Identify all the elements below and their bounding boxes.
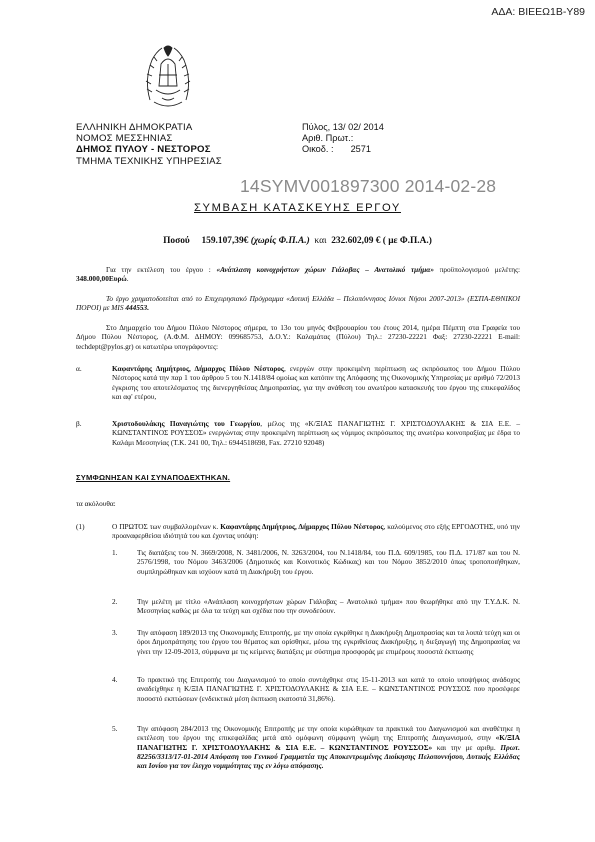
greek-state-emblem-icon — [140, 40, 196, 112]
item-1-text: Τις διατάξεις του Ν. 3669/2008, Ν. 3481/2006, Ν. 3263/2004, του Ν.1418/84, του Π.Δ. 609/1985, του Π.Δ. 171/87 και του Ν. 2576/1998, του Νόμου 3463/2006 (Δημοτικός και Κοινοτικός Κώδικας) και του Νόμου 3852/2010 όπως τροποποιήθηκαν, συμπληρώθηκαν και ισχύουν κατά τη Διακήρυξη του έργου. — [137, 548, 520, 576]
party-a-text: , ενεργών στην προκειμένη περίπτωση ως εκπρόσωπος του Δήμου Πύλου Νέστορος κατά την παρ 1 του άρθρου 5 του Ν.1418/84 ομοίως και κατόπιν της Απόφασης της Οικονομικής Υπηρεσίας με αριθμό 72/2013 έγκρισης του αποτελέσματος της διενεργηθείσας Δημοπρασίας, για την ανάθεση του ανωτέρου κατασκευής του έργου της επικεφαλίδος και αφ' ετέρου, — [112, 364, 520, 401]
funding-text: Το έργο χρηματοδοτείται από το Επιχειρησιακό Πρόγραμμα «Δυτική Ελλάδα – Πελοπόννησος Ιόνιοι Νήσοι 2007-2013» (ΕΣΠΑ-ΕΘΝΙΚΟΙ ΠΟΡΟΙ) με MIS — [76, 294, 520, 313]
funding-note — [76, 294, 520, 313]
item-3-text: Την απόφαση 189/2013 της Οικονομικής Επιτροπής, με την οποία εγκρίθηκε η Διακήρυξη Δημοπρασίας και τα λοιπά τεύχη και οι όροι Δημοπράτησης του έργου του θέματος και ορίσθηκε, μέσω της εγκριθείσας Διακήρυξης, η διεξαγωγή της Δημοπρασίας να γίνει την 12-09-2013, σύμφωνα με τις κείμενες διατάξεις με σύστημα προσφοράς με επιμέρους ποσοστά έκπτωσης — [137, 628, 520, 656]
protocol-number — [302, 133, 384, 144]
budget-label: προϋπολογισμού μελέτης: — [439, 265, 521, 274]
issuer-country: ΕΛΛΗΝΙΚΗ ΔΗΜΟΚΡΑΤΙΑ — [76, 122, 193, 133]
issuer-department: ΤΜΗΜΑ ΤΕΧΝΙΚΗΣ ΥΠΗΡΕΣΙΑΣ — [76, 155, 222, 167]
item-2-num: 2. — [112, 597, 118, 606]
item-4-text: Το πρακτικό της Επιτροπής του Διαγωνισμού το οποίο συντάχθηκε στις 15-11-2013 και κατά το οποίο υποψήφιος ανάδοχος αναδείχθηκε η Κ/ΞΙΑ ΠΑΝΑΓΙΩΤΗΣ Γ. ΧΡΙΣΤΟΔΟΥΛΑΚΗΣ & ΣΙΑ Ε.Ε. – ΚΩΝΣΤΑΝΤΙΝΟΣ ΡΟΥΣΣΟΣ που προσέφερε ποσοστό εκπτώσεων (ενδεικτικά μέση έκπτωση εκατοστά 31,86%). — [137, 675, 520, 703]
budget-value: 348.000,00Ευρώ — [76, 274, 127, 284]
clause-1-mark: (1) — [76, 522, 85, 531]
item-5-decision: Πρωτ. 82256/3313/17-01-2014 Απόφαση του Γενικού Γραμματέα της Αποκεντρωμένης Διοίκησης Πελοποννήσου, Δυτικής Ελλάδας και Ιονίου για τον έλεγχο νομιμότητας της εν λόγω απόφασης. — [137, 742, 520, 771]
project-intro-pre: Για την εκτέλεση του έργου : — [106, 265, 211, 274]
agreement-heading: ΣΥΜΦΩΝΗΣΑΝ ΚΑΙ ΣΥΝΑΠΟΔΕΧΤΗΚΑΝ. — [76, 473, 231, 482]
party-b — [112, 419, 520, 447]
budget-end: . — [126, 274, 129, 284]
oikod-value: 2571 — [350, 144, 372, 155]
party-b-mark: β. — [76, 419, 82, 428]
item-5-contractor: «Κ/ΞΙΑ ΠΑΝΑΓΙΩΤΗΣ Γ. ΧΡΙΣΤΟΔΟΥΛΑΚΗΣ & ΣΙΑ Ε.Ε. – ΚΩΝΣΤΑΝΤΙΝΟΣ ΡΟΥΣΣΟΣ» — [137, 733, 520, 752]
document-reference-block — [302, 122, 384, 156]
oikod-label: Οικοδ. : — [302, 144, 334, 155]
amount-label: Ποσού — [163, 236, 190, 246]
item-1-num: 1. — [112, 548, 118, 557]
amount-gross: 232.602,09 € — [331, 236, 381, 246]
protocol-label: Αριθ. Πρωτ.: — [302, 133, 354, 144]
amount-and: και — [314, 236, 327, 246]
issuer-municipality: ΔΗΜΟΣ ΠΥΛΟΥ - ΝΕΣΤΟΡΟΣ — [76, 144, 211, 156]
issuer-block — [76, 122, 222, 167]
place-date: Πύλος, 13/ 02/ 2014 — [302, 122, 384, 132]
project-intro — [76, 265, 520, 284]
item-5-pre: Την απόφαση 284/2013 της Οικονομικής Επιτροπής με την οποία κυρώθηκαν τα πρακτικά του Διαγωνισμού και αναθέτηκε η εκτέλεση του έργου της επικεφαλίδας μετά από ομόφωνη σύμφωνη γνώμη της Επιτροπής Διαγωνισμού, στην — [137, 724, 520, 743]
party-a — [112, 364, 520, 401]
diavgeia-stamp: 14SYMV001897300 2014-02-28 — [240, 176, 497, 196]
item-3-num: 3. — [112, 628, 118, 637]
document-title: ΣΥΜΒΑΣΗ ΚΑΤΑΣΚΕΥΗΣ ΕΡΓΟΥ — [194, 202, 401, 214]
parties-intro: Στο Δημαρχείο του Δήμου Πύλου Νέστορος σήμερα, το 13ο του μηνός Φεβρουαρίου του έτους 2014, ημέρα Πέμπτη στα Γραφεία του Δήμου Πύλου Νέστορος, (Α.Φ.Μ. ΔΗΜΟΥ: 099685753, Δ.Ο.Υ.: Καλαμάτας (Πύλου) Τηλ.: 27230-22221 Φαξ: 27230-22221 E-mail: techdept@pylos.gr) οι κατωτέρω υπογράφοντες: — [76, 323, 520, 351]
party-a-mark: α. — [76, 364, 82, 373]
project-title: «Ανάπλαση κοινοχρήστων χώρων Γιάλοβας – Ανατολικό τμήμα» — [216, 265, 434, 274]
clause-1 — [112, 522, 520, 541]
amount-gross-note: ( με Φ.Π.Α.) — [382, 236, 432, 246]
ada-code: ΑΔΑ: ΒΙΕΕΩ1Β-Υ89 — [491, 6, 585, 18]
issuer-prefecture: ΝΟΜΟΣ ΜΕΣΣΗΝΙΑΣ — [76, 133, 173, 145]
item-4-num: 4. — [112, 675, 118, 684]
amount-net-note: (χωρίς Φ.Π.Α.) — [250, 236, 310, 246]
item-5-mid: και την με αριθμ. — [436, 742, 496, 752]
amount-net: 159.107,39€ — [201, 236, 249, 246]
oikod-number — [302, 144, 384, 155]
item-2-text: Την μελέτη με τίτλο «Ανάπλαση κοινοχρήστων χώρων Γιάλοβας – Ανατολικό τμήμα» που θεωρήθηκε από την Τ.Υ.Δ.Κ. Ν. Μεσσηνίας καθώς με όλα τα τεύχη και σχέδια που την συνοδεύουν. — [137, 597, 520, 616]
contract-amount — [0, 236, 595, 246]
clause-1-post: , καλούμενος στο εξής ΕΡΓΟΔΟΤΗΣ, υπό την προαναφερθείσα ιδιότητά του και έχοντας υπόψη: — [112, 522, 520, 541]
party-b-name: Χριστοδουλάκης Παναγιώτης του Γεωργίου — [112, 419, 261, 428]
clause-1-pre: Ο ΠΡΩΤΟΣ των συμβαλλομένων κ. — [112, 522, 219, 531]
item-5-num: 5. — [112, 724, 118, 733]
as-follows: τα ακόλουθα: — [76, 499, 116, 508]
party-b-text: , μέλος της «Κ/ΞΙΑΣ ΠΑΝΑΓΙΩΤΗΣ Γ. ΧΡΙΣΤΟΔΟΥΛΑΚΗΣ & ΣΙΑ Ε.Ε. – ΚΩΝΣΤΑΝΤΙΝΟΣ ΡΟΥΣΣΟΣ» ενεργώντας στην προκειμένη περίπτωση ως νόμιμος εκπρόσωπος της ανωτέρω κοινοπραξίας με έδρα το Καλάμι Μεσσηνίας (Τ.Κ. 241 00, Τηλ.: 6944518698, Fax. 27210 92048) — [112, 419, 520, 447]
party-a-name: Καφαντάρης Δημήτριος, Δήμαρχος Πύλου Νέστορος — [112, 364, 284, 373]
funding-mis: 444553. — [125, 303, 150, 313]
item-5-text — [137, 724, 520, 770]
clause-1-name: Καφαντάρης Δημήτριος, Δήμαρχος Πύλου Νέστορος — [220, 522, 384, 531]
